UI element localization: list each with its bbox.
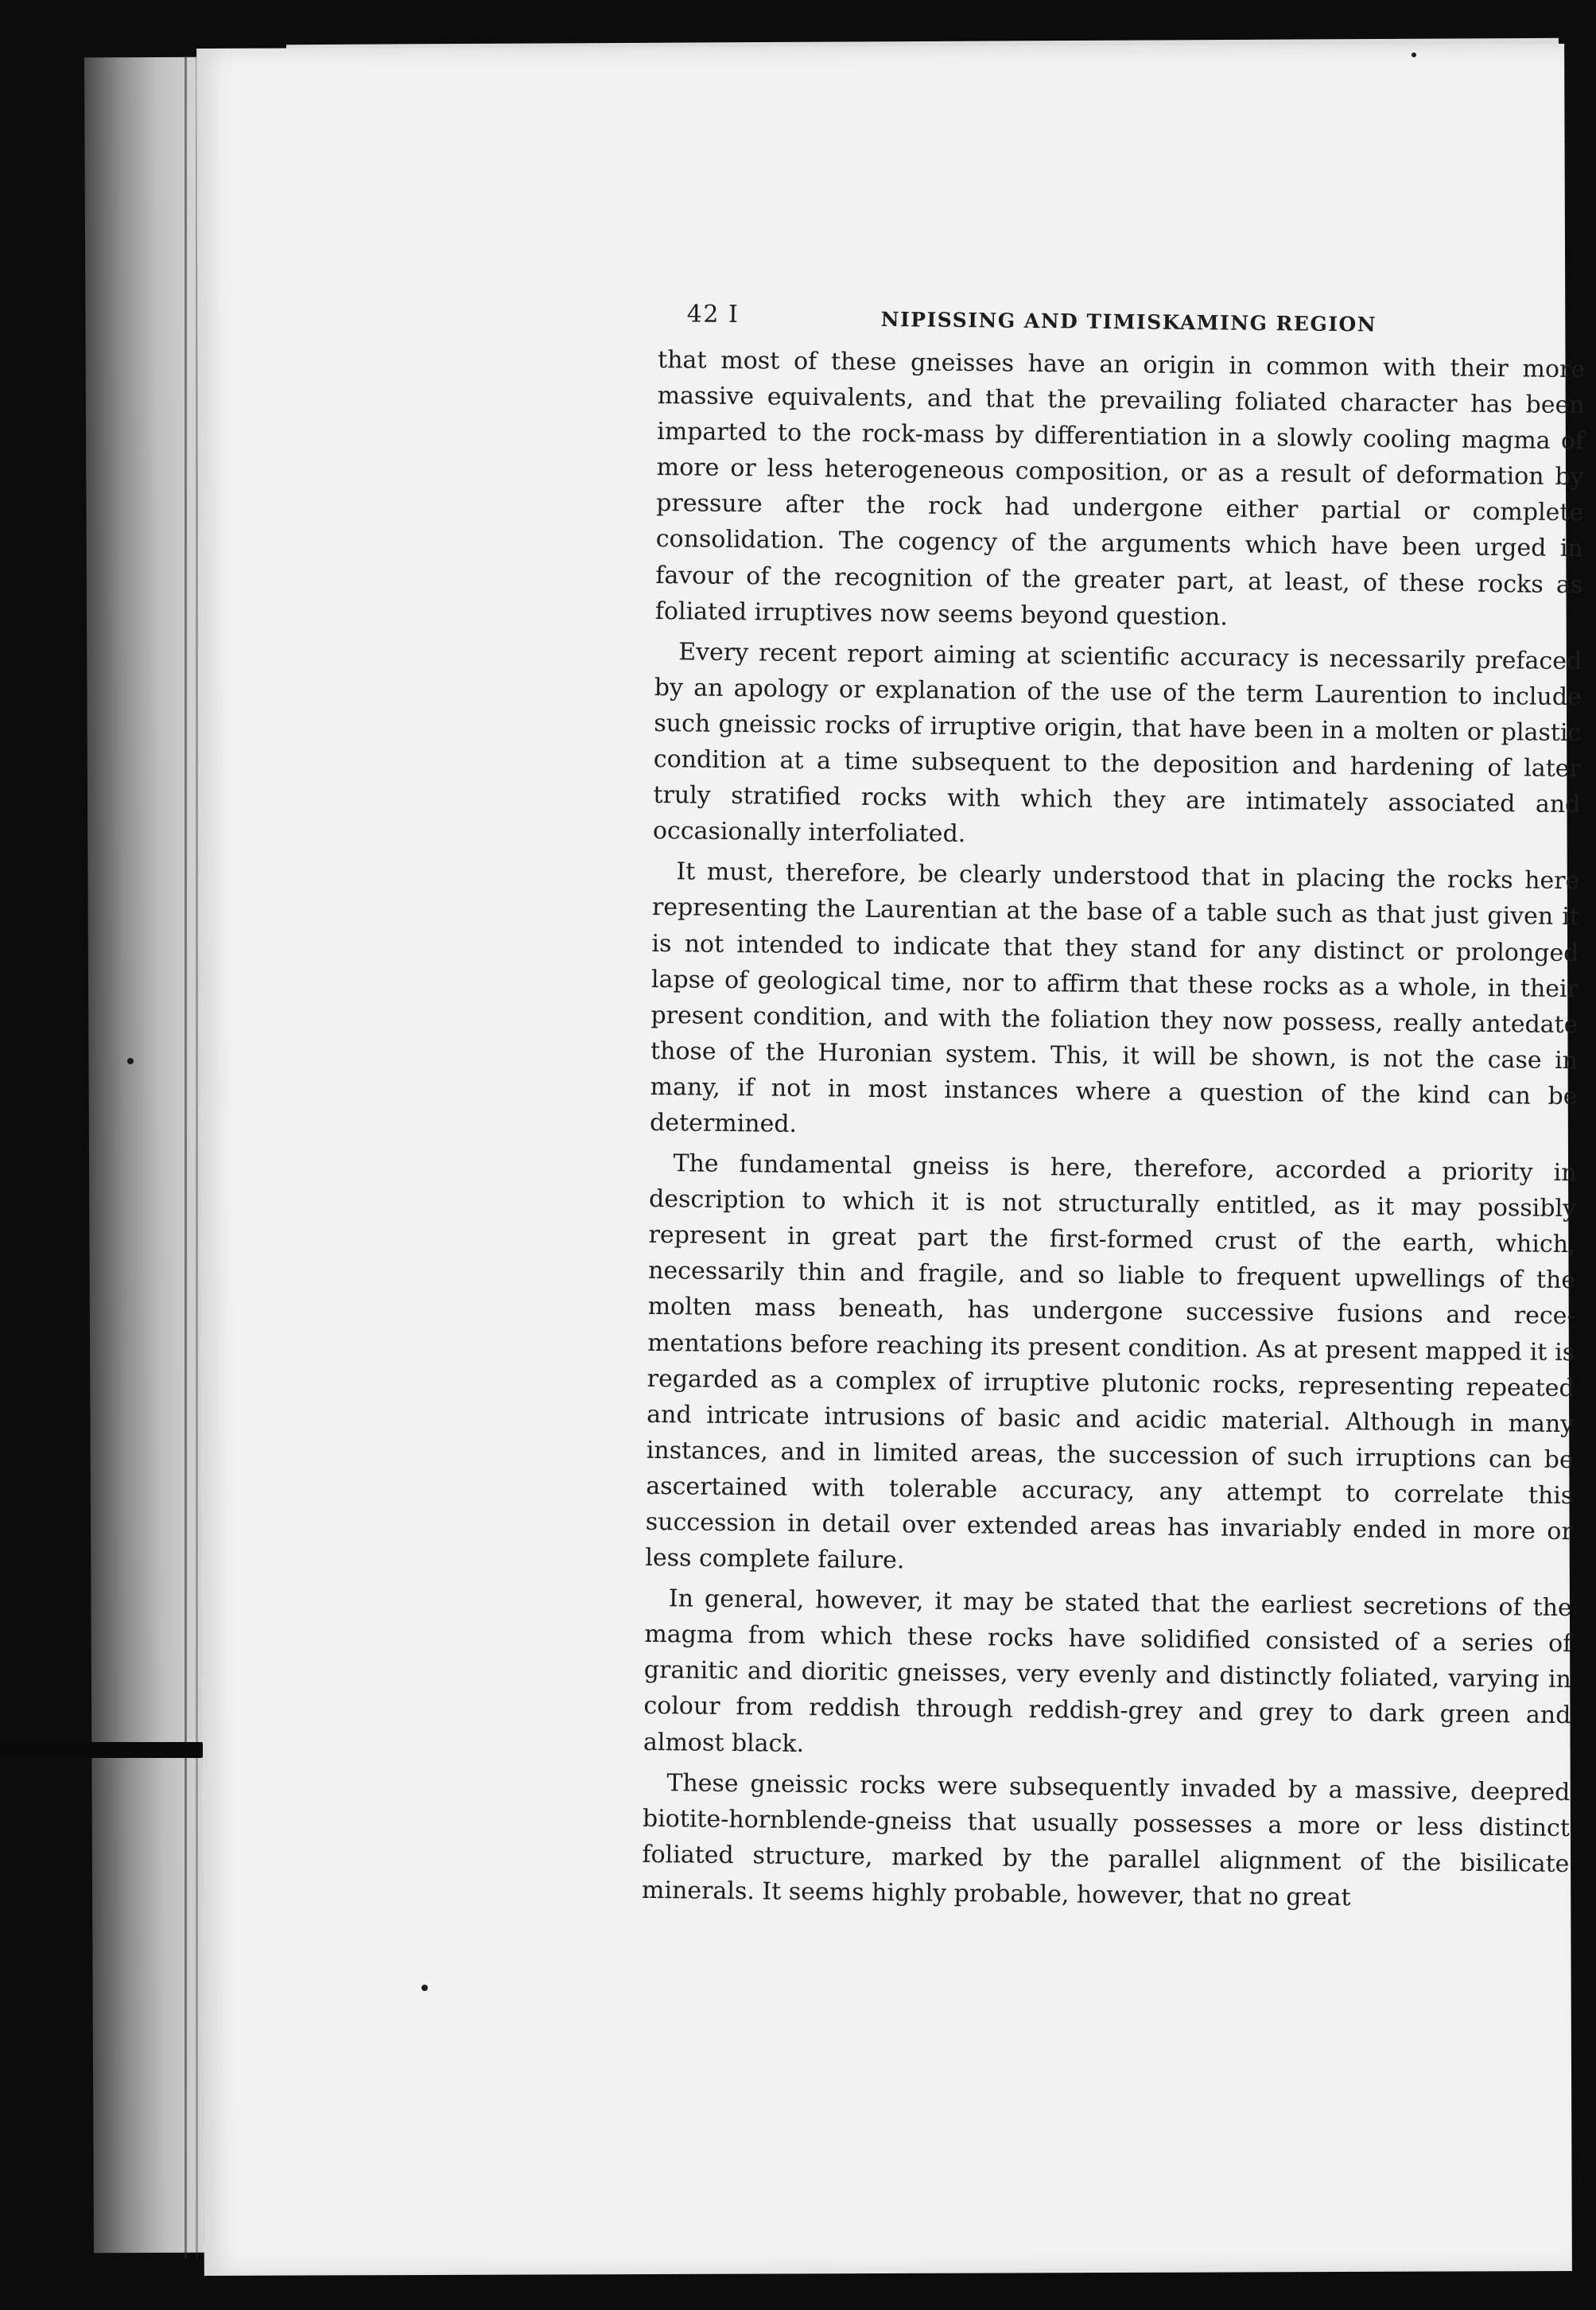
page-edge-line (184, 56, 187, 2259)
paragraph: In general, however, it may be stated that the earliest secretions of the magma from which these rocks have solidified consisted of a series of granitic and dioritic gneisses, very evenly and distinctly foliated, varying in colour from reddish through reddish-grey and grey to dark green and almost black. (643, 1585, 1572, 1758)
page-text (642, 296, 1586, 1918)
paragraph: Every recent report aiming at scientific accuracy is necessarily prefaced by an apology or explanation of the use of the term Laurention to include such gneissic rocks of irruptive origin, that have been in a molten or plastic condition at a time subsequent to the deposition and hardening of later truly stratified rocks with which they are intimately associated and occasionally interfoliated. (652, 638, 1582, 849)
page-number: 42 I (686, 300, 740, 329)
black-tab-marker (0, 1742, 203, 1758)
paragraph: The fundamental gneiss is here, therefore, accorded a priority in description to which it is not structurally entitled, as it may possibly represent in great part the first-formed crust of the earth, which, necessarily thin and fragile, and so liable to frequent upwellings of the molten mass beneath, has undergone successive fusions and recementations before reaching its present condition. As at present mapped it is regarded as a complex of irruptive plutonic rocks, representing repeated and intricate intrusions of basic and acidic material. Although in many instances, and in limited areas, the succession of such irruptions can be ascertained with tolerable accuracy, any attempt to correlate this succession in detail over extended areas has invariably ended in more or less complete failure. (645, 1149, 1577, 1575)
paragraph: These gneissic rocks were subsequently invaded by a massive, deepred biotite-hornblende-gneiss that usually possesses a more or less distinct foliated structure, marked by the parallel alignment of the bisilicate minerals. It seems highly probable, however, that no great (641, 1768, 1571, 1912)
scan-speck (127, 1058, 134, 1064)
paragraph: It must, therefore, be clearly understood that in placing the rocks here representing the Laurentian at the base of a table such as that just given it is not intended to indicate that they stand for any distinct or prolonged lapse of geological time, nor to affirm that these rocks as a whole, in their present condition, and with the foliation they now possess, really antedate those of the Huronian system. This, it will be shown, is not the case in many, if not in most instances where a question of the kind can be determined. (649, 858, 1580, 1138)
page-edges (84, 57, 213, 2254)
scan-speck (1412, 52, 1416, 57)
paragraph: that most of these gneisses have an origin in common with their more massive equivalents, and that the prevailing foliated character has been imparted to the rock-mass by differentiation in a slowly cooling magma of more or less heterogeneous composition, or as a result of deformation by pressure after the rock had undergone either partial or complete consolidation. The cogency of the arguments which have been urged in favour of the recognition of the greater part, at least, of these rocks as foliated irruptives now seems beyond question. (654, 345, 1586, 632)
scan-speck (421, 1985, 428, 1991)
running-head: NIPISSING AND TIMISKAMING REGION (880, 307, 1377, 336)
